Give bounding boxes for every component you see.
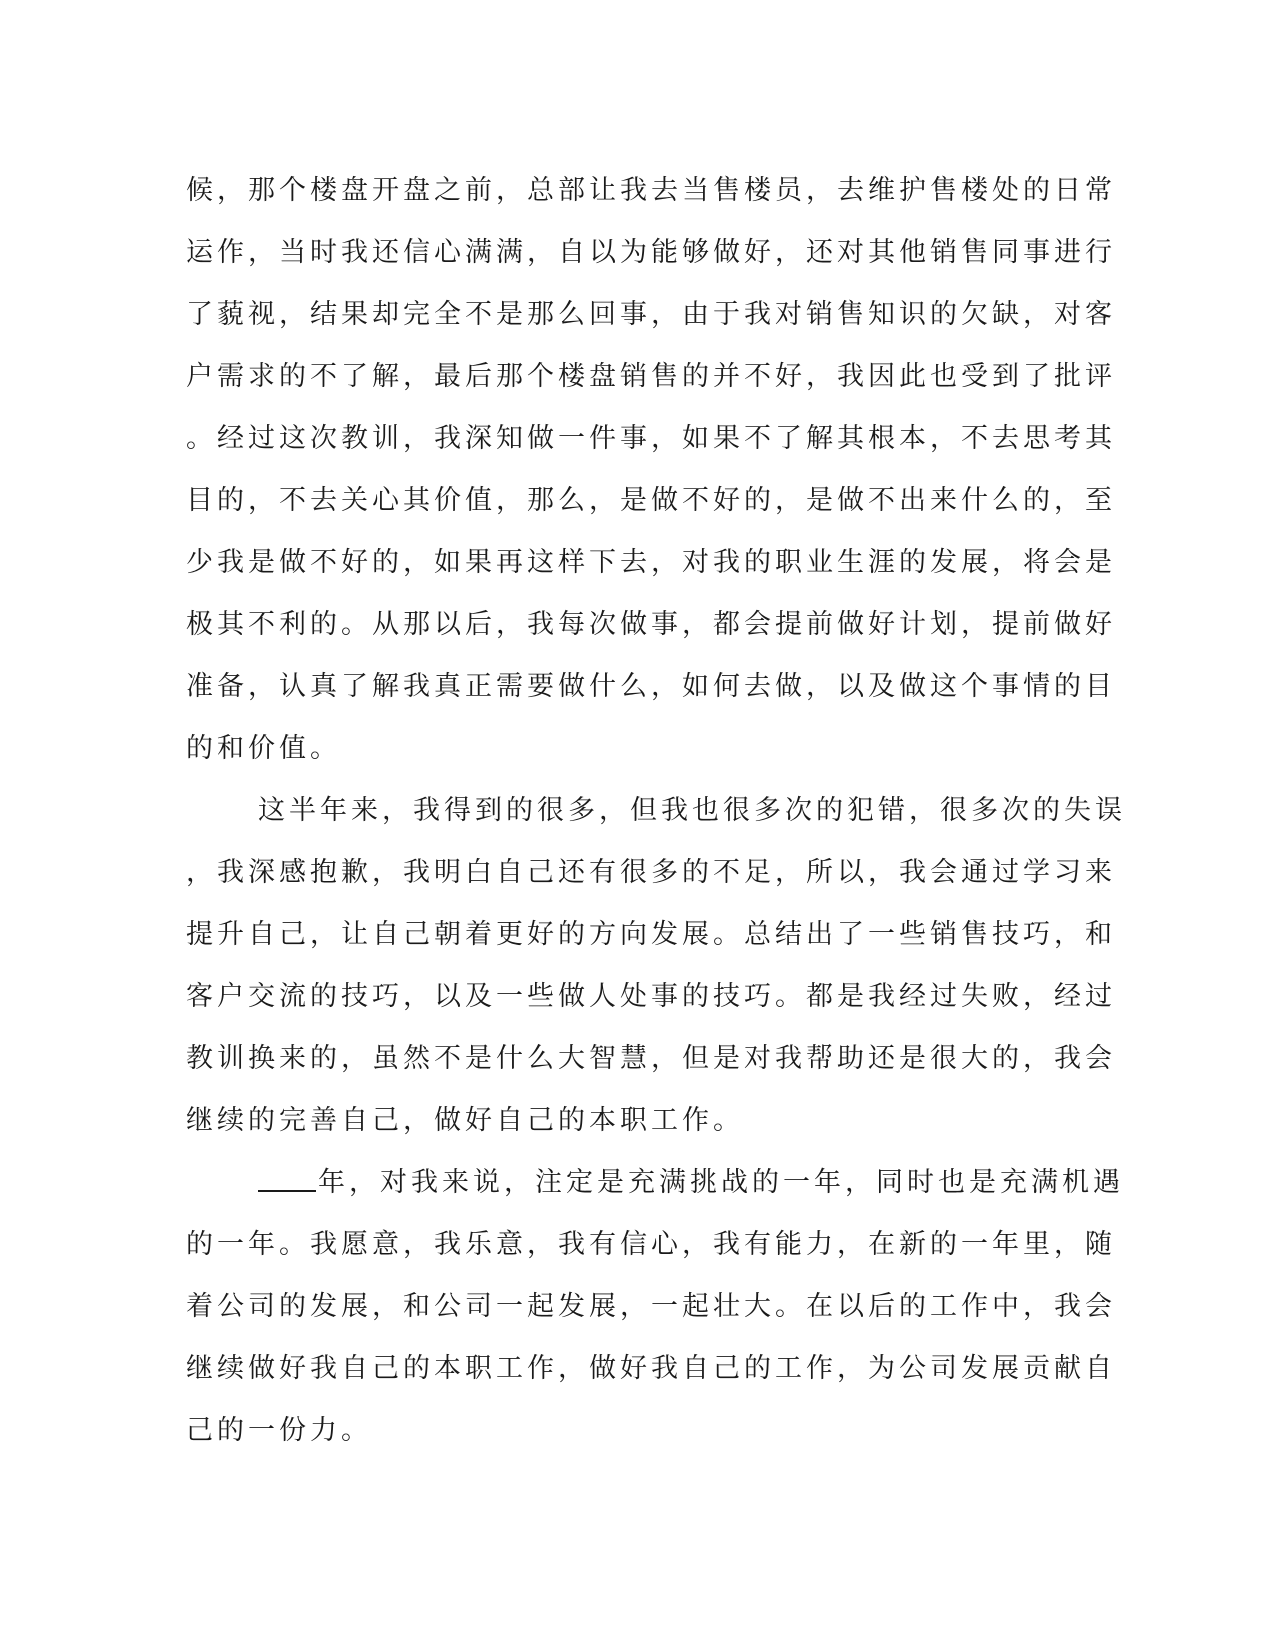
paragraph-1 [186,160,1116,780]
text-line: 年，对我来说，注定是充满挑战的一年，同时也是充满机遇 [318,1167,1124,1198]
text-line: 。经过这次教训，我深知做一件事，如果不了解其根本，不去思考其 [186,423,1116,454]
paragraph-2 [186,780,1126,1152]
text-line: ，我深感抱歉，我明白自己还有很多的不足，所以，我会通过学习来 [186,857,1116,888]
document-body [186,160,1126,1462]
text-line: 提升自己，让自己朝着更好的方向发展。总结出了一些销售技巧，和 [186,919,1116,950]
text-line: 继续做好我自己的本职工作，做好我自己的工作，为公司发展贡献自 [186,1353,1116,1384]
year-blank [258,1152,316,1192]
text-line: 了藐视，结果却完全不是那么回事，由于我对销售知识的欠缺，对客 [186,299,1116,330]
text-line: 的一年。我愿意，我乐意，我有信心，我有能力，在新的一年里，随 [186,1229,1116,1260]
text-line: 运作，当时我还信心满满，自以为能够做好，还对其他销售同事进行 [186,237,1116,268]
text-line: 极其不利的。从那以后，我每次做事，都会提前做好计划，提前做好 [186,609,1116,640]
text-line: 这半年来，我得到的很多，但我也很多次的犯错，很多次的失误 [258,795,1126,826]
text-line: 候，那个楼盘开盘之前，总部让我去当售楼员，去维护售楼处的日常 [186,175,1116,206]
text-line: 教训换来的，虽然不是什么大智慧，但是对我帮助还是很大的，我会 [186,1043,1116,1074]
text-line: 目的，不去关心其价值，那么，是做不好的，是做不出来什么的，至 [186,485,1116,516]
paragraph-3 [186,1152,1124,1462]
text-line: 的和价值。 [186,733,341,764]
text-line-with-blank [186,1152,1124,1214]
text-line: 少我是做不好的，如果再这样下去，对我的职业生涯的发展，将会是 [186,547,1116,578]
text-line: 着公司的发展，和公司一起发展，一起壮大。在以后的工作中，我会 [186,1291,1116,1322]
text-line: 客户交流的技巧，以及一些做人处事的技巧。都是我经过失败，经过 [186,981,1116,1012]
text-line: 户需求的不了解，最后那个楼盘销售的并不好，我因此也受到了批评 [186,361,1116,392]
text-line: 准备，认真了解我真正需要做什么，如何去做，以及做这个事情的目 [186,671,1116,702]
text-line: 继续的完善自己，做好自己的本职工作。 [186,1105,744,1136]
text-line: 己的一份力。 [186,1415,372,1446]
